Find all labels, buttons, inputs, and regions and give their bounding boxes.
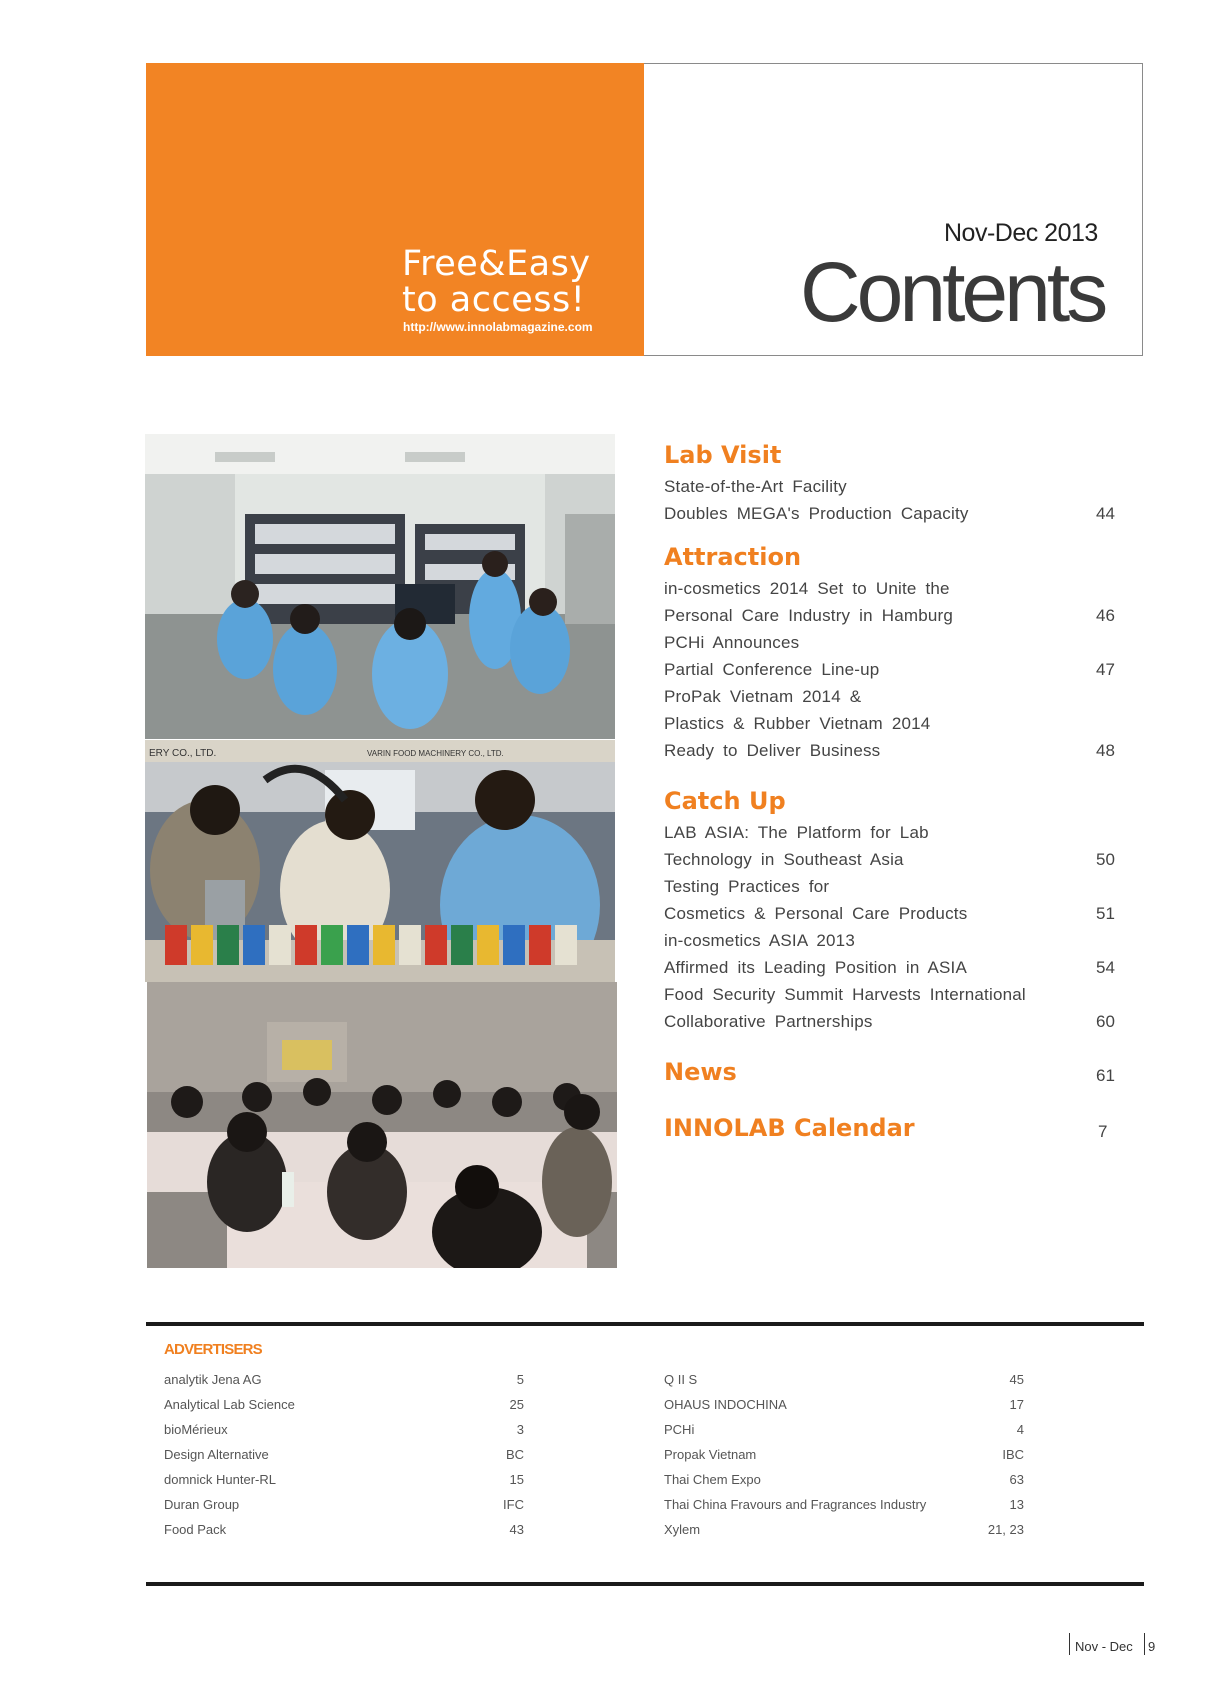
advertisers-top-rule [146,1322,1144,1326]
advertiser-name: analytik Jena AG [164,1372,262,1387]
toc-page-number: 50 [1096,850,1115,869]
toc-entry-line[interactable]: State-of-the-Art Facility [664,477,847,496]
promo-headline-line2: to access! [402,280,586,320]
toc-entry-line[interactable]: Cosmetics & Personal Care Products [664,904,968,923]
advertiser-name: Analytical Lab Science [164,1397,295,1412]
expo-booth-photo [145,740,615,982]
toc-heading-catch-up[interactable]: Catch Up [664,787,786,815]
advertiser-page: 17 [1009,1397,1024,1412]
advertiser-name: Design Alternative [164,1447,269,1462]
booth-sign-right: VARIN FOOD MACHINERY CO., LTD. [367,749,504,758]
toc-heading-news[interactable]: News [664,1058,737,1086]
toc-entry-line[interactable]: ProPak Vietnam 2014 & [664,687,862,706]
advertiser-page: 25 [509,1397,524,1412]
footer-divider [1144,1633,1145,1655]
toc-entry-line[interactable]: Doubles MEGA's Production Capacity [664,504,969,523]
advertiser-name: Thai China Fravours and Fragrances Industry [664,1497,927,1512]
toc-entry-line[interactable]: Food Security Summit Harvests International [664,985,1026,1004]
toc-entry-line[interactable]: Ready to Deliver Business [664,741,881,760]
toc-page-number: 46 [1096,606,1115,625]
page-number: 9 [1148,1639,1156,1654]
toc-entry-line[interactable]: LAB ASIA: The Platform for Lab [664,823,929,842]
advertiser-name: Food Pack [164,1522,227,1537]
advertiser-page: IFC [503,1497,524,1512]
promo-headline-line1: Free&Easy [402,244,591,284]
advertiser-page: 5 [516,1372,524,1387]
issue-date: Nov-Dec 2013 [944,219,1098,247]
advertiser-page: 21, 23 [987,1522,1024,1537]
booth-sign-left: ERY CO., LTD. [149,748,217,759]
footer-issue: Nov - Dec [1075,1639,1133,1654]
lab-photo [145,434,615,739]
page-title: Contents [800,245,1105,339]
advertisers-bottom-rule [146,1582,1144,1586]
promo-url-link[interactable]: http://www.innolabmagazine.com [403,320,593,334]
toc-entry-line[interactable]: Affirmed its Leading Position in ASIA [664,958,968,977]
advertiser-page: 13 [1009,1497,1024,1512]
toc-entry-line[interactable]: Technology in Southeast Asia [664,850,904,869]
advertiser-name: Duran Group [164,1497,240,1512]
advertiser-name: Xylem [664,1522,701,1537]
advertiser-page: BC [505,1447,524,1462]
toc-entry-line[interactable]: Collaborative Partnerships [664,1012,873,1031]
advertiser-name: Propak Vietnam [664,1447,757,1462]
conference-photo [147,982,617,1268]
toc-entry-line[interactable]: PCHi Announces [664,633,800,652]
toc-page-number: 47 [1096,660,1115,679]
toc-page-number: 54 [1096,958,1115,977]
advertiser-page: 4 [1016,1422,1024,1437]
toc-entry-line[interactable]: in-cosmetics 2014 Set to Unite the [664,579,950,598]
toc-page-number: 48 [1096,741,1115,760]
toc-page-number: 7 [1098,1122,1108,1141]
toc-entry-line[interactable]: Testing Practices for [664,877,830,896]
toc-entry-line[interactable]: in-cosmetics ASIA 2013 [664,931,855,950]
advertiser-page: 45 [1009,1372,1024,1387]
advertisers-heading: ADVERTISERS [164,1341,262,1358]
advertiser-page: IBC [1002,1447,1024,1462]
toc-entry-line[interactable]: Partial Conference Line-up [664,660,880,679]
toc-entry-line[interactable]: Plastics & Rubber Vietnam 2014 [664,714,931,733]
advertiser-name: Thai Chem Expo [664,1472,761,1487]
advertiser-page: 3 [516,1422,524,1437]
toc-heading-attraction[interactable]: Attraction [664,543,802,571]
advertiser-name: bioMérieux [164,1422,228,1437]
toc-page-number: 51 [1096,904,1115,923]
toc-page-number: 44 [1096,504,1115,523]
advertiser-name: OHAUS INDOCHINA [664,1397,787,1412]
toc-page-number: 60 [1096,1012,1115,1031]
advertiser-name: PCHi [664,1422,695,1437]
advertiser-name: domnick Hunter-RL [164,1472,276,1487]
toc-heading-lab-visit[interactable]: Lab Visit [664,441,782,469]
toc-heading-calendar[interactable]: INNOLAB Calendar [664,1114,915,1142]
toc-entry-line[interactable]: Personal Care Industry in Hamburg [664,606,954,625]
advertiser-page: 43 [509,1522,524,1537]
toc-page-number: 61 [1096,1066,1115,1085]
advertiser-page: 15 [509,1472,524,1487]
advertiser-name: Q II S [664,1372,698,1387]
advertiser-page: 63 [1009,1472,1024,1487]
footer-divider [1069,1633,1070,1655]
